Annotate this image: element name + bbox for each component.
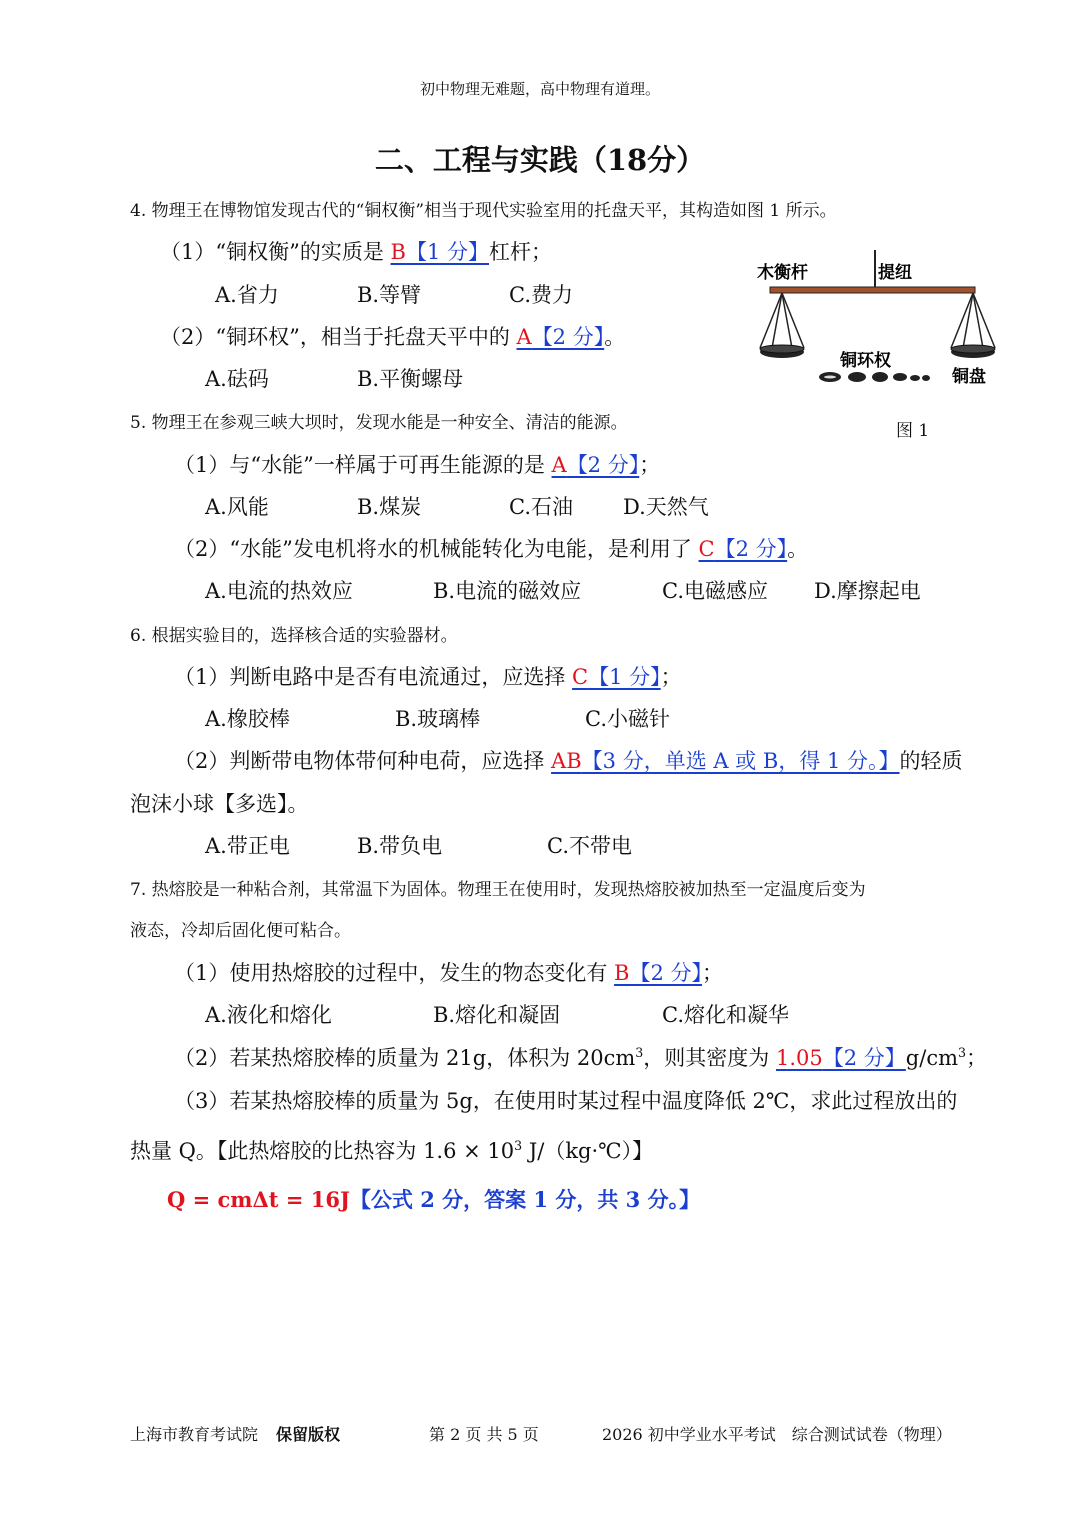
option: A.砝码: [205, 367, 269, 391]
option: D.天然气: [623, 495, 709, 519]
question-6-part-2: [174, 745, 963, 775]
answer: C: [698, 537, 715, 561]
option: A.电流的热效应: [205, 579, 353, 603]
right-pan: [951, 293, 995, 358]
part-text: （1）“铜权衡”的实质是: [160, 240, 391, 264]
part-text: 杠杆；: [489, 240, 552, 264]
question-6-part-2-cont: 泡沫小球【多选】。: [130, 792, 309, 816]
option: B.玻璃棒: [395, 707, 481, 731]
superscript: 3: [958, 1045, 967, 1060]
question-4-stem: 4. 物理王在博物馆发现古代的“铜权衡”相当于现代实验室用的托盘天平，其构造如图 1 所示。: [130, 201, 837, 221]
option: C.不带电: [547, 834, 632, 858]
footer-org: 上海市教育考试院: [130, 1425, 259, 1444]
option: C.费力: [509, 283, 573, 307]
option: A.橡胶棒: [205, 707, 290, 731]
option: B.电流的磁效应: [433, 579, 582, 603]
option: B.等臂: [357, 283, 422, 307]
answer: C: [572, 665, 589, 689]
part-text: （2）判断带电物体带何种电荷，应选择: [174, 749, 552, 773]
answer-formula: [167, 1184, 700, 1214]
part-text: （1）使用热熔胶的过程中，发生的物态变化有: [174, 961, 615, 985]
option: B.煤炭: [357, 495, 422, 519]
option: B.熔化和凝固: [433, 1003, 561, 1027]
part-text: 。: [787, 537, 809, 561]
part-text: （2）“水能”发电机将水的机械能转化为电能，是利用了: [174, 537, 699, 561]
footer-exam-title: 2026 初中学业水平考试 综合测试试卷（物理）: [602, 1425, 952, 1444]
part-text: 热量 Q。【此热熔胶的比热容为 1.6 × 10: [130, 1139, 515, 1163]
score: 【2 分】: [822, 1046, 906, 1070]
footer-copyright: 保留版权: [276, 1425, 341, 1444]
unit: g/cm: [905, 1046, 958, 1070]
answer: AB: [551, 749, 582, 773]
question-5-part-2: [174, 533, 808, 563]
question-7-part-2: [174, 1042, 987, 1072]
part-text: 。: [604, 325, 626, 349]
score: 【2 分】: [714, 537, 788, 561]
footer-page-number: 第 2 页 共 5 页: [429, 1425, 539, 1444]
part-text: （1）与“水能”一样属于可再生能源的是: [174, 453, 552, 477]
formula-score: 【公式 2 分，答案 1 分，共 3 分。】: [349, 1187, 701, 1212]
part-text: ；: [966, 1046, 988, 1070]
superscript: 3: [514, 1138, 523, 1153]
question-5-part-1: [174, 449, 660, 479]
question-7-part-3-cont: [130, 1135, 653, 1165]
part-text: （1）判断电路中是否有电流通过，应选择: [174, 665, 573, 689]
question-7-stem-cont: 液态，冷却后固化便可粘合。: [130, 921, 351, 941]
question-7-stem: 7. 热熔胶是一种粘合剂，其常温下为固体。物理王在使用时，发现热熔胶被加热至一定温度后变为: [130, 880, 866, 900]
option: A.省力: [215, 283, 279, 307]
superscript: 3: [635, 1045, 644, 1060]
option: A.带正电: [205, 834, 290, 858]
part-text: ；: [639, 453, 661, 477]
figure-caption: 图 1: [896, 421, 930, 441]
score: 【2 分】: [531, 325, 605, 349]
answer: B: [390, 240, 406, 264]
question-5-stem: 5. 物理王在参观三峡大坝时，发现水能是一种安全、清洁的能源。: [130, 413, 628, 433]
left-pan: [760, 293, 804, 358]
question-7-part-1: [174, 957, 723, 987]
option: A.风能: [205, 495, 269, 519]
question-7-part-3: （3）若某热熔胶棒的质量为 5g，在使用时某过程中温度降低 2℃，求此过程放出的: [174, 1089, 958, 1113]
part-text: （2）“铜环权”，相当于托盘天平中的: [160, 325, 517, 349]
score: 【3 分，单选 A 或 B，得 1 分。】: [581, 749, 900, 773]
figure-label-knob: 提纽: [878, 263, 912, 283]
part-text: ，则其密度为: [643, 1046, 776, 1070]
figure-label-beam: 木衡杆: [757, 263, 808, 283]
option: B.带负电: [357, 834, 443, 858]
answer: B: [614, 961, 630, 985]
balance-figure: [750, 250, 1000, 395]
section-title: 二、工程与实践（18分）: [374, 143, 706, 177]
part-text: ；: [660, 665, 682, 689]
figure-label-pan: 铜盘: [952, 367, 986, 387]
option: C.熔化和凝华: [662, 1003, 789, 1027]
ring-weights: [819, 372, 930, 382]
part-text: 的轻质: [899, 749, 963, 773]
option: D.摩擦起电: [814, 579, 921, 603]
score: 【1 分】: [405, 240, 489, 264]
question-6-part-1: [174, 661, 682, 691]
part-text: J/（kg·℃）】: [522, 1139, 654, 1163]
question-4-part-1: [160, 236, 552, 266]
answer: A: [516, 325, 532, 349]
score: 【2 分】: [566, 453, 640, 477]
score: 【2 分】: [629, 961, 703, 985]
question-4-part-2: [160, 321, 625, 351]
option: A.液化和熔化: [205, 1003, 332, 1027]
option: B.平衡螺母: [357, 367, 464, 391]
answer: 1.05: [775, 1046, 823, 1070]
option: C.电磁感应: [662, 579, 768, 603]
beam: [770, 287, 975, 293]
page-header: 初中物理无难题，高中物理有道理。: [419, 80, 660, 98]
figure-label-weights: 铜环权: [840, 351, 891, 371]
score: 【1 分】: [588, 665, 661, 689]
answer: A: [551, 453, 567, 477]
option: C.石油: [509, 495, 573, 519]
part-text: ；: [702, 961, 724, 985]
question-6-stem: 6. 根据实验目的，选择核合适的实验器材。: [130, 626, 458, 646]
formula: Q = cmΔt = 16J: [167, 1187, 350, 1212]
part-text: （2）若某热熔胶棒的质量为 21g，体积为 20cm: [174, 1046, 636, 1070]
option: C.小磁针: [585, 707, 670, 731]
